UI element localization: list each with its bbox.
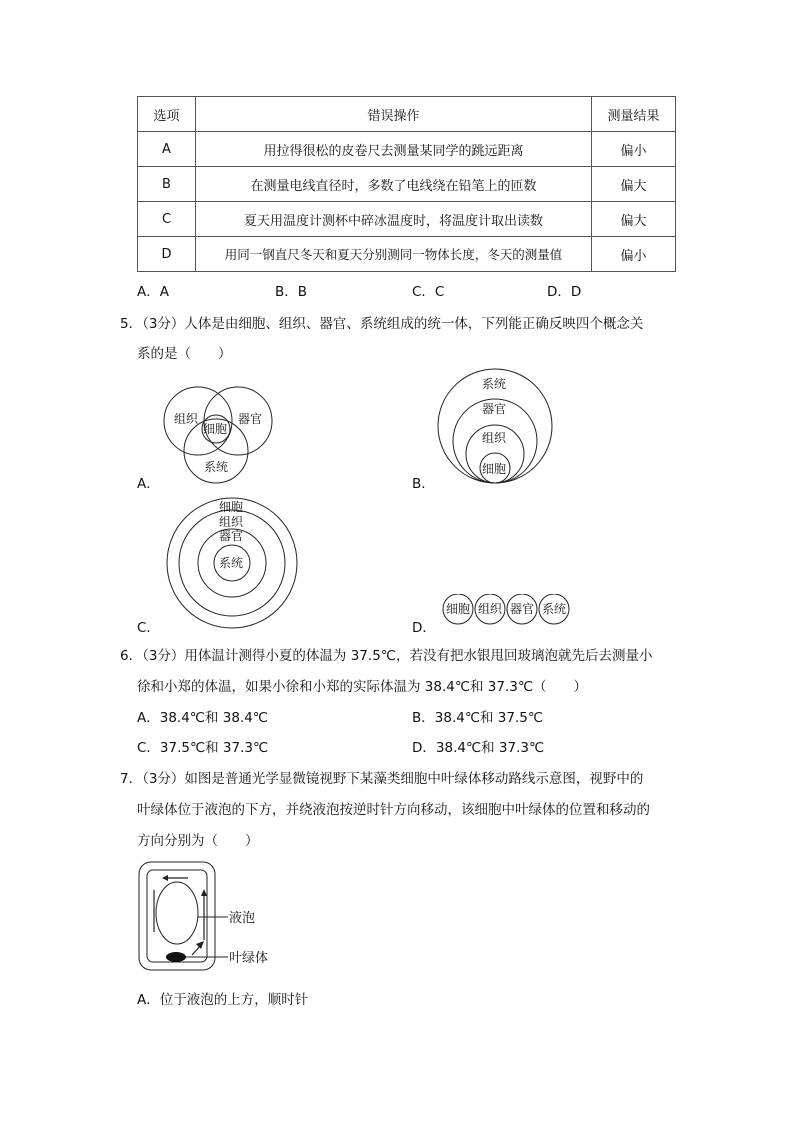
table-cell: 在测量电线直径时，多数了电线绕在铅笔上的匝数 bbox=[196, 167, 592, 202]
q7-option-a: A．位于液泡的上方，顺时针 bbox=[137, 992, 309, 1008]
q5-stem-line2: 系的是（ ） bbox=[137, 346, 232, 362]
label-cell: 细胞 bbox=[482, 462, 507, 476]
label-system: 系统 bbox=[204, 460, 229, 474]
label-system: 系统 bbox=[542, 602, 567, 616]
table-header-cell: 选项 bbox=[138, 97, 196, 132]
table-row bbox=[138, 167, 676, 202]
q6-option-d: D．38.4℃和 37.3℃ bbox=[412, 740, 545, 756]
table-header-row bbox=[138, 97, 676, 132]
label-organ: 器官 bbox=[238, 412, 263, 426]
vacuole bbox=[156, 882, 198, 944]
label-tissue: 组织 bbox=[219, 515, 244, 529]
label-vacuole: 液泡 bbox=[229, 911, 256, 926]
table-cell: B bbox=[138, 167, 196, 202]
label-system: 系统 bbox=[482, 377, 507, 391]
label-chloroplast: 叶绿体 bbox=[229, 951, 269, 966]
label-system: 系统 bbox=[219, 556, 244, 570]
q4-option-b: B．B bbox=[275, 284, 308, 300]
arrow-head-icon bbox=[196, 941, 204, 949]
table-cell: 偏小 bbox=[592, 237, 676, 272]
q5-option-b: B． bbox=[412, 476, 435, 492]
q6-option-a: A．38.4℃和 38.4℃ bbox=[137, 710, 268, 726]
venn-diagram-a bbox=[158, 385, 273, 485]
table-header-cell: 错误操作 bbox=[196, 97, 592, 132]
table-cell: 偏大 bbox=[592, 202, 676, 237]
table-cell: 偏小 bbox=[592, 132, 676, 167]
algae-cell-diagram bbox=[138, 860, 288, 975]
label-cell: 细胞 bbox=[219, 500, 244, 514]
chloroplast bbox=[166, 952, 186, 962]
q5-option-c: C． bbox=[137, 620, 160, 636]
label-cell: 细胞 bbox=[446, 602, 471, 616]
q4-option-d: D．D bbox=[547, 284, 582, 300]
table-cell: 偏大 bbox=[592, 167, 676, 202]
q7-stem-line3: 方向分别为（ ） bbox=[137, 833, 259, 849]
label-organ: 器官 bbox=[482, 402, 507, 416]
q5-option-a: A． bbox=[137, 476, 160, 492]
q5-option-d: D． bbox=[412, 620, 436, 636]
q5-stem-line1: 5．（3分）人体是由细胞、组织、器官、系统组成的统一体，下列能正确反映四个概念关 bbox=[120, 316, 644, 332]
label-tissue: 组织 bbox=[482, 431, 507, 445]
table-cell: C bbox=[138, 202, 196, 237]
q4-option-a: A．A bbox=[137, 284, 169, 300]
table-row bbox=[138, 202, 676, 237]
q7-stem-line2: 叶绿体位于液泡的下方，并绕液泡按逆时针方向移动，该细胞中叶绿体的位置和移动的 bbox=[137, 802, 650, 818]
table-row bbox=[138, 132, 676, 167]
q6-stem-line1: 6．（3分）用体温计测得小夏的体温为 37.5℃，若没有把水银甩回玻璃泡就先后去测量小 bbox=[120, 648, 653, 664]
row-diagram-d bbox=[440, 594, 574, 626]
arrow-head-icon bbox=[201, 889, 207, 896]
q7-stem-line1: 7．（3分）如图是普通光学显微镜视野下某藻类细胞中叶绿体移动路线示意图，视野中的 bbox=[120, 771, 644, 787]
table-header-cell: 测量结果 bbox=[592, 97, 676, 132]
label-tissue: 组织 bbox=[478, 602, 503, 616]
nested-diagram-b bbox=[435, 368, 557, 486]
label-organ: 器官 bbox=[510, 602, 535, 616]
q6-option-b: B．38.4℃和 37.5℃ bbox=[412, 710, 543, 726]
q4-option-c: C．C bbox=[412, 284, 445, 300]
table-cell: D bbox=[138, 237, 196, 272]
table-cell: 用同一钢直尺冬天和夏天分别测同一物体长度，冬天的测量值 bbox=[196, 237, 592, 272]
label-cell: 细胞 bbox=[203, 422, 228, 436]
label-tissue: 组织 bbox=[174, 412, 199, 426]
concentric-diagram-c bbox=[165, 496, 299, 630]
table-cell: 用拉得很松的皮卷尺去测量某同学的跳远距离 bbox=[196, 132, 592, 167]
arrow-head-icon bbox=[162, 875, 168, 881]
label-organ: 器官 bbox=[219, 529, 244, 543]
table-row bbox=[138, 237, 676, 272]
q6-stem-line2: 徐和小郑的体温，如果小徐和小郑的实际体温为 38.4℃和 37.3℃（ ） bbox=[137, 679, 588, 695]
error-operation-table bbox=[137, 96, 676, 272]
table-cell: A bbox=[138, 132, 196, 167]
table-cell: 夏天用温度计测杯中碎冰温度时，将温度计取出读数 bbox=[196, 202, 592, 237]
q6-option-c: C．37.5℃和 37.3℃ bbox=[137, 740, 269, 756]
